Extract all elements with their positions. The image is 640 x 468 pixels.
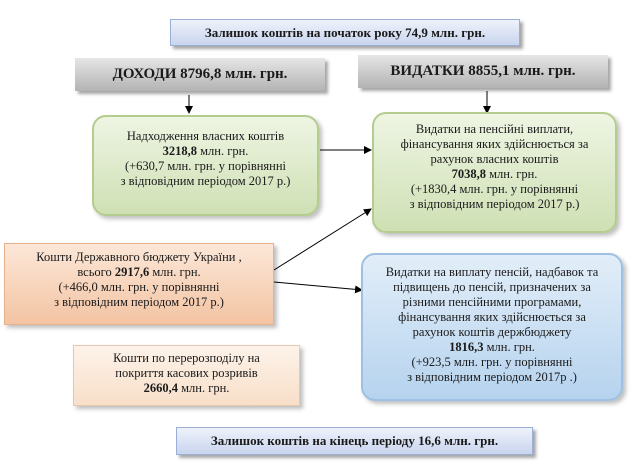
redistribution-label-2: покриття касових розривів [115, 366, 258, 380]
own-revenue-unit: млн. грн. [196, 144, 249, 158]
income-header [75, 58, 325, 91]
state-budget-label: Кошти Державного бюджету України , [36, 250, 242, 264]
pension-own-period: з відповідним періодом 2017 р.) [409, 197, 580, 211]
pension-state-change: (+923,5 млн. грн. у порівнянні [411, 355, 573, 369]
state-budget-box [4, 243, 274, 325]
expenses-header [358, 55, 608, 88]
state-budget-amount: 2917,6 [114, 265, 150, 279]
redistribution-unit: млн. грн. [177, 381, 230, 395]
state-budget-prefix: всього [77, 265, 115, 279]
state-budget-unit: млн. грн. [149, 265, 201, 279]
closing-balance-text: Залишок коштів на кінець періоду 16,6 млн. грн. [210, 433, 499, 448]
closing-balance-banner [176, 427, 533, 455]
opening-balance-banner [170, 19, 520, 46]
pension-own-label-3: рахунок власних коштів [430, 152, 559, 166]
state-budget-period: з відповідним періодом 2017 р.) [54, 295, 224, 309]
own-revenue-period: з відповідним періодом 2017 р.) [120, 174, 291, 188]
pension-state-label-3: різними пенсійними програмами, [402, 295, 582, 309]
pension-own-label-2: фінансування яких здійснюється за [400, 137, 589, 151]
pension-state-label: Видатки на виплату пенсій, надбавок та [385, 265, 599, 279]
pension-own-amount: 7038,8 [451, 167, 486, 181]
own-revenue-label: Надходження власних коштів [126, 129, 285, 143]
income-header-text: ДОХОДИ 8796,8 млн. грн. [112, 66, 288, 82]
pension-own-label: Видатки на пенсійні виплати, [415, 122, 574, 136]
pension-state-amount: 1816,3 [449, 340, 484, 354]
redistribution-amount: 2660,4 [143, 381, 178, 395]
own-revenue-box [92, 115, 319, 216]
redistribution-box [73, 345, 300, 406]
pension-state-label-5: рахунок коштів держбюджету [412, 325, 572, 339]
opening-balance-text: Залишок коштів на початок року 74,9 млн. грн. [204, 24, 486, 40]
redistribution-label: Кошти по перерозподілу на [113, 351, 260, 365]
arrow-state-budget-to-pension-state [274, 282, 362, 290]
pension-own-funds-box [372, 112, 617, 233]
own-revenue-change: (+630,7 млн. грн. у порівнянні [124, 159, 287, 173]
expenses-header-text: ВИДАТКИ 8855,1 млн. грн. [390, 63, 576, 79]
pension-own-unit: млн. грн. [485, 167, 538, 181]
own-revenue-amount: 3218,8 [162, 144, 197, 158]
arrow-state-budget-to-pension [274, 209, 371, 270]
pension-own-change: (+1830,4 млн. грн. у порівнянні [410, 182, 579, 196]
pension-state-period: з відповідним періодом 2017р .) [407, 370, 577, 384]
pension-state-unit: млн. грн. [483, 340, 535, 354]
pension-state-budget-box [361, 253, 623, 401]
state-budget-change: (+466,0 млн. грн. у порівнянні [58, 280, 220, 294]
pension-state-label-2: підвищень до пенсій, призначених за [393, 280, 591, 294]
pension-state-label-4: фінансування яких здійснюється за [398, 310, 586, 324]
